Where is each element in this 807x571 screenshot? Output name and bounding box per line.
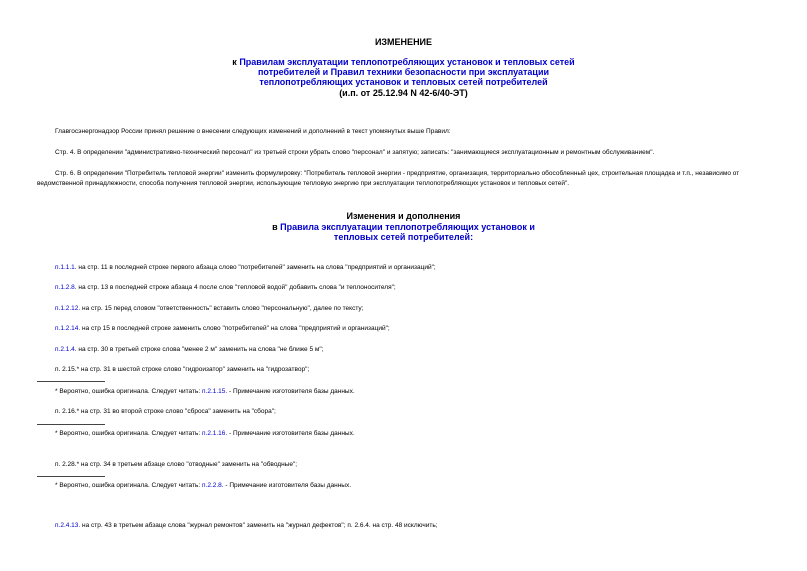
document-reference: (и.п. от 25.12.94 N 42-6/40-ЭТ): [339, 88, 468, 98]
item-text: на стр. 11 в последней строке первого абзаца слово "потребителей" заменить на слова "предприятий и организаций";: [76, 264, 436, 271]
subtitle-prefix: к: [232, 57, 240, 67]
footnote-link[interactable]: п.2.1.16.: [202, 430, 228, 437]
subtitle-line-1: [0, 57, 807, 67]
list-item: [55, 346, 323, 353]
section-link-line-1[interactable]: Правила эксплуатации теплопотребляющих установок и: [280, 222, 535, 232]
footnote-prefix: * Вероятно, ошибка оригинала. Следует читать:: [55, 388, 202, 395]
footnote: [55, 388, 355, 395]
list-item: [55, 522, 438, 529]
footnote-prefix: * Вероятно, ошибка оригинала. Следует читать:: [55, 482, 202, 489]
list-item-plain: п. 2.28.* на стр. 34 в третьем абзаце слово "отводные" заменить на "обводные";: [55, 461, 298, 468]
intro-paragraph-1: Главгосэнергонадзор России принял решение о внесении следующих изменений и дополнений в текст упомянутых выше Правил:: [55, 128, 451, 135]
item-link[interactable]: п.2.1.4.: [55, 346, 77, 353]
item-text: на стр. 13 в последней строке абзаца 4 после слов "тепловой водой" добавить слова "и теплоносителя";: [76, 284, 396, 291]
item-link[interactable]: п.1.2.14.: [55, 325, 81, 332]
section-title: Изменения и дополнения: [346, 211, 461, 221]
rules-link-line-2[interactable]: потребителей и Правил техники безопасности при эксплуатации: [257, 67, 550, 77]
footnote-prefix: * Вероятно, ошибка оригинала. Следует читать:: [55, 430, 202, 437]
section-subtitle-line-1: [0, 222, 807, 232]
list-item-plain: п. 2.16.* на стр. 31 во второй строке слово "сброса" заменить на "сбора";: [55, 408, 276, 415]
footnote-suffix: - Примечание изготовителя базы данных.: [227, 430, 355, 437]
intro-paragraph-2: Стр. 4. В определении "административно-технический персонал" из третьей строки убрать слово "персонал" и запятую; записать: "занимающиеся эксплуатационным и ремонтным обслуживанием".: [55, 149, 655, 156]
list-item-plain: п. 2.15.* на стр. 31 в шестой строке слово "гидроизатор" заменить на "гидрозатвор";: [55, 366, 310, 373]
item-link[interactable]: п.2.4.13.: [55, 522, 81, 529]
footnote-divider: [37, 424, 105, 425]
footnote: [55, 430, 355, 437]
intro-paragraph-3: Стр. 6. В определении "Потребитель тепловой энергии" изменить формулировку: "Потребитель тепловой энергии - предприятие, организация, территориально обособленный цех, строительная площадка и т.п., независимо от ведомственной принадлежности, способа получения тепловой энергии, использующие тепловую энергию при эксплуатации теплопотребляющих установок и тепловых сетей".: [37, 170, 740, 187]
footnote-suffix: - Примечание изготовителя базы данных.: [227, 388, 355, 395]
footnote-link[interactable]: п.2.2.8.: [202, 482, 224, 489]
footnote-divider: [37, 476, 105, 477]
document-title: ИЗМЕНЕНИЕ: [374, 37, 433, 47]
list-item: [55, 325, 390, 332]
section-prefix: в: [272, 222, 281, 232]
item-text: на стр 15 в последней строке заменить слово "потребителей" на слова "предприятий и организаций";: [80, 325, 390, 332]
list-item: [55, 305, 363, 312]
item-text: на стр. 15 перед словом "ответственность" вставить слово "персональную", далее по тексту;: [80, 305, 364, 312]
footnote-link[interactable]: п.2.1.15.: [202, 388, 228, 395]
item-text: на стр. 43 в третьем абзаце слова "журнал ремонтов" заменить на "журнал дефектов"; п. 2.6.4. на стр. 48 исключить;: [80, 522, 438, 529]
footnote: [55, 482, 351, 489]
rules-link-line-3[interactable]: теплопотребляющих установок и тепловых сетей потребителей: [259, 77, 548, 87]
list-item: [55, 264, 436, 271]
item-link[interactable]: п.1.1.1.: [55, 264, 77, 271]
section-link-line-2[interactable]: тепловых сетей потребителей:: [333, 232, 474, 242]
rules-link-line-1[interactable]: Правилам эксплуатации теплопотребляющих установок и тепловых сетей: [239, 57, 575, 67]
item-text: на стр. 30 в третьей строке слова "менее 2 м" заменить на слова "не ближе 5 м";: [76, 346, 324, 353]
list-item: [55, 284, 396, 291]
item-link[interactable]: п.1.2.12.: [55, 305, 81, 312]
footnote-divider: [37, 381, 105, 382]
footnote-suffix: - Примечание изготовителя базы данных.: [223, 482, 352, 489]
item-link[interactable]: п.1.2.8.: [55, 284, 77, 291]
